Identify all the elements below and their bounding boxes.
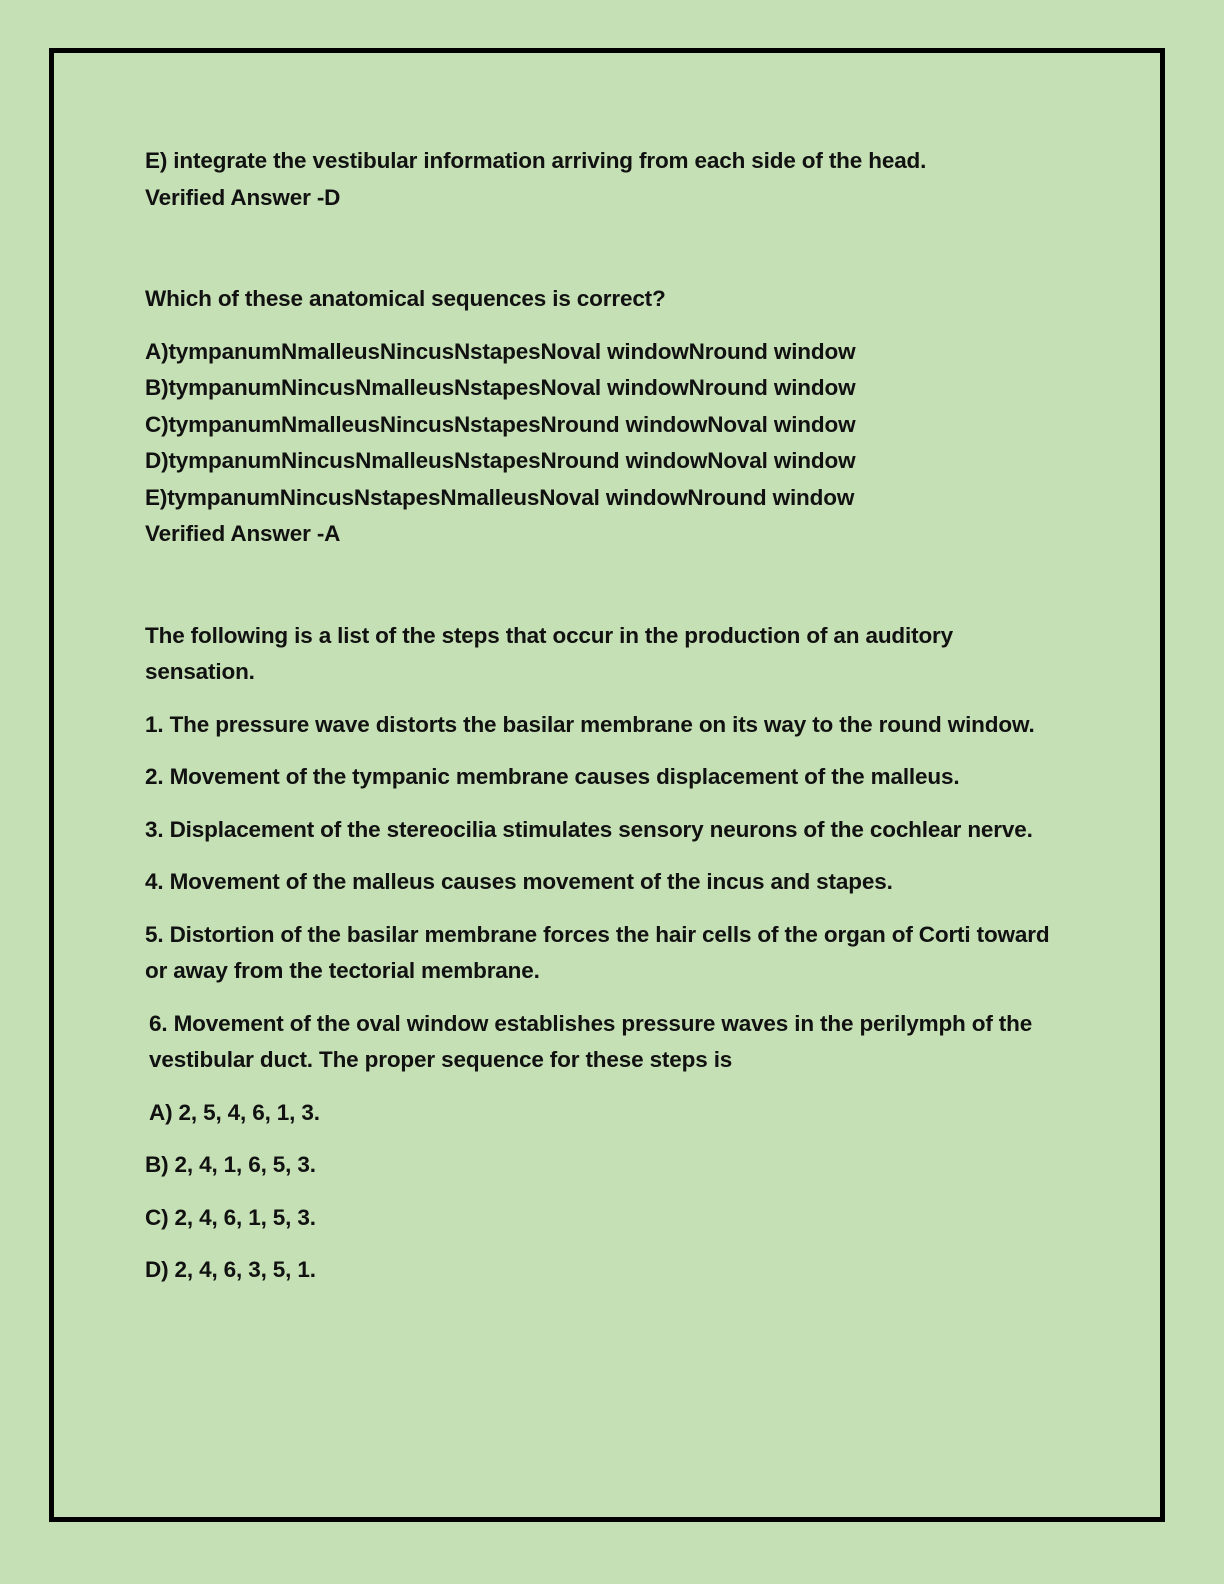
step-item: 5. Distortion of the basilar membrane forces the hair cells of the organ of Corti toward or away from the tectorial membrane. [145,921,1050,983]
step-item: 2. Movement of the tympanic membrane causes displacement of the malleus. [145,764,960,789]
option-d: D)tympanumNincusNmalleusNstapesNround windowNoval window [145,448,856,473]
step-item: 4. Movement of the malleus causes movement of the incus and stapes. [145,869,893,894]
option-a: A) 2, 5, 4, 6, 1, 3. [149,1099,320,1125]
option-a: A)tympanumNmalleusNincusNstapesNoval windowNround window [145,338,856,364]
option-e-text: E) integrate the vestibular information arriving from each side of the head. [145,148,927,173]
option-c: C)tympanumNmalleusNincusNstapesNround windowNoval window [145,411,856,437]
option-c: C) 2, 4, 6, 1, 5, 3. [145,1204,316,1230]
step-item: 1. The pressure wave distorts the basilar membrane on its way to the round window. [145,711,1035,737]
option-d: D) 2, 4, 6, 3, 5, 1. [145,1257,316,1282]
option-b: B) 2, 4, 1, 6, 5, 3. [145,1152,316,1177]
question-text: Which of these anatomical sequences is correct? [145,286,666,311]
option-b: B)tympanumNincusNmalleusNstapesNoval windowNround window [145,375,856,400]
verified-answer: Verified Answer -D [145,184,341,210]
step-item: 3. Displacement of the stereocilia stimulates sensory neurons of the cochlear nerve. [145,816,1033,842]
verified-answer: Verified Answer -A [145,521,341,546]
answer-options-list [145,334,1065,553]
option-e: E)tympanumNincusNstapesNmalleusNoval windowNround window [145,484,855,510]
question-intro: The following is a list of the steps that occur in the production of an auditory sensation. [145,622,954,684]
document-body [145,143,1065,1289]
step-item: 6. Movement of the oval window establishes pressure waves in the perilymph of the vestibular duct. The proper sequence for these steps is [149,1010,1033,1072]
